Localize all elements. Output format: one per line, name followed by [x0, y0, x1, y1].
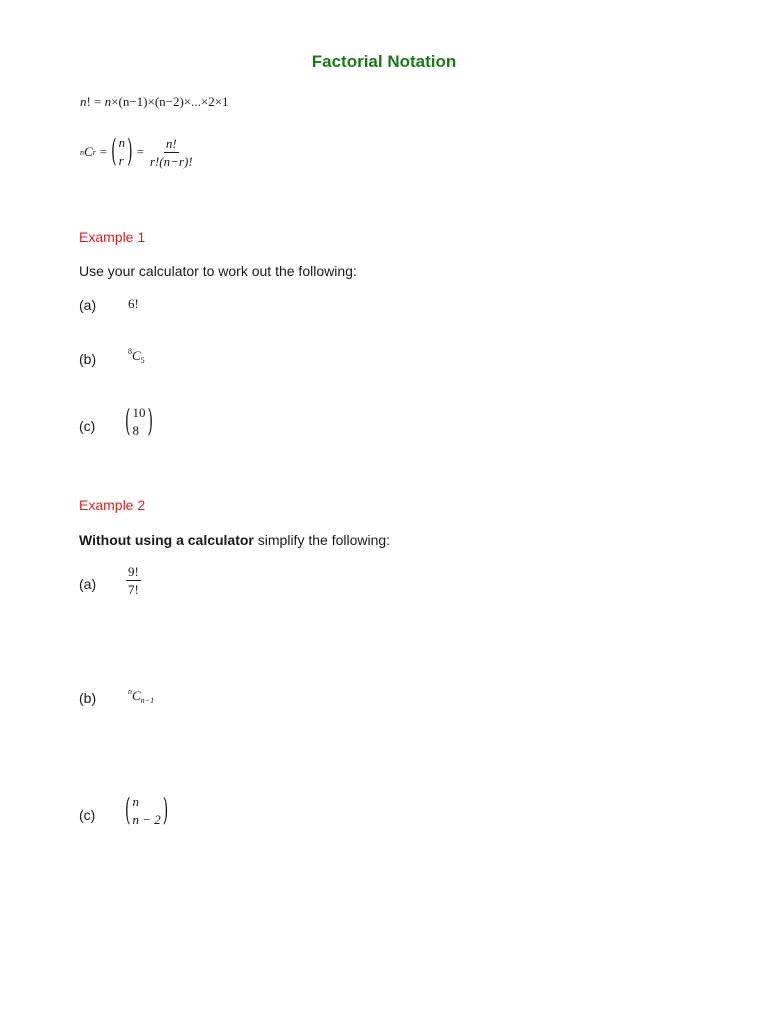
example1-heading: Example 1 [79, 229, 146, 245]
ncr-sup: n [80, 147, 84, 157]
left-paren: ( [125, 793, 131, 829]
ncr-equals-1: = [99, 144, 108, 159]
left-paren: ( [125, 404, 131, 440]
example2-c-expr [125, 793, 168, 829]
example2-c-label: (c) [79, 807, 96, 823]
right-paren: ) [162, 793, 169, 829]
ncr-sub: r [92, 147, 96, 157]
example2-c-bottom: n − 2 [132, 812, 161, 827]
example1-b-sub: 5 [140, 356, 145, 365]
right-paren: ) [127, 134, 133, 170]
binom-top: n [118, 135, 126, 150]
example2-c-top: n [132, 794, 139, 809]
example2-a-expr [126, 564, 141, 597]
example1-b-C: C [132, 348, 141, 363]
example2-a-label: (a) [79, 576, 97, 592]
example1-c-label: (c) [79, 418, 96, 434]
example1-b-sup: 8 [128, 347, 132, 356]
factorial-rhs-rest: ×(n−1)×(n−2)×...×2×1 [111, 94, 229, 109]
factorial-eq: ! = [86, 94, 105, 109]
example2-instruction-bold: Without using a calculator [79, 532, 254, 548]
ncr-binomial [111, 134, 132, 170]
example2-b-sub: n−1 [140, 696, 155, 705]
example2-a-den: 7! [128, 582, 139, 597]
ncr-C: C [84, 144, 93, 159]
factorial-rhs-n: n [104, 94, 112, 109]
example1-c-expr [125, 404, 153, 440]
example1-b-label: (b) [79, 351, 97, 367]
example2-b-label: (b) [79, 690, 97, 706]
page-title: Factorial Notation [311, 52, 457, 71]
ncr-frac-den: r!(n−r)! [149, 153, 193, 169]
right-paren: ) [147, 404, 153, 440]
factorial-lhs: n [80, 94, 87, 109]
ncr-fraction [148, 136, 195, 169]
example1-b-expr [128, 347, 145, 365]
ncr-equals-2: = [136, 144, 144, 159]
example1-a-expr: 6! [128, 296, 139, 311]
example2-b-sup: n [128, 687, 132, 696]
ncr-frac-num: n! [165, 135, 177, 151]
example2-a-num: 9! [128, 564, 139, 579]
left-paren: ( [111, 134, 117, 170]
example2-instruction [79, 532, 390, 548]
binom-bottom: r [118, 153, 124, 168]
example2-instruction-rest: simplify the following: [253, 532, 391, 548]
example1-a-label: (a) [79, 297, 97, 313]
example1-c-top: 10 [132, 405, 146, 420]
ncr-formula [80, 134, 195, 170]
example2-heading: Example 2 [79, 497, 146, 513]
example1-instruction: Use your calculator to work out the following: [79, 263, 357, 279]
example2-b-expr [128, 687, 154, 705]
example1-c-bottom: 8 [132, 423, 139, 438]
example2-b-C: C [132, 688, 141, 703]
factorial-formula [80, 94, 229, 110]
